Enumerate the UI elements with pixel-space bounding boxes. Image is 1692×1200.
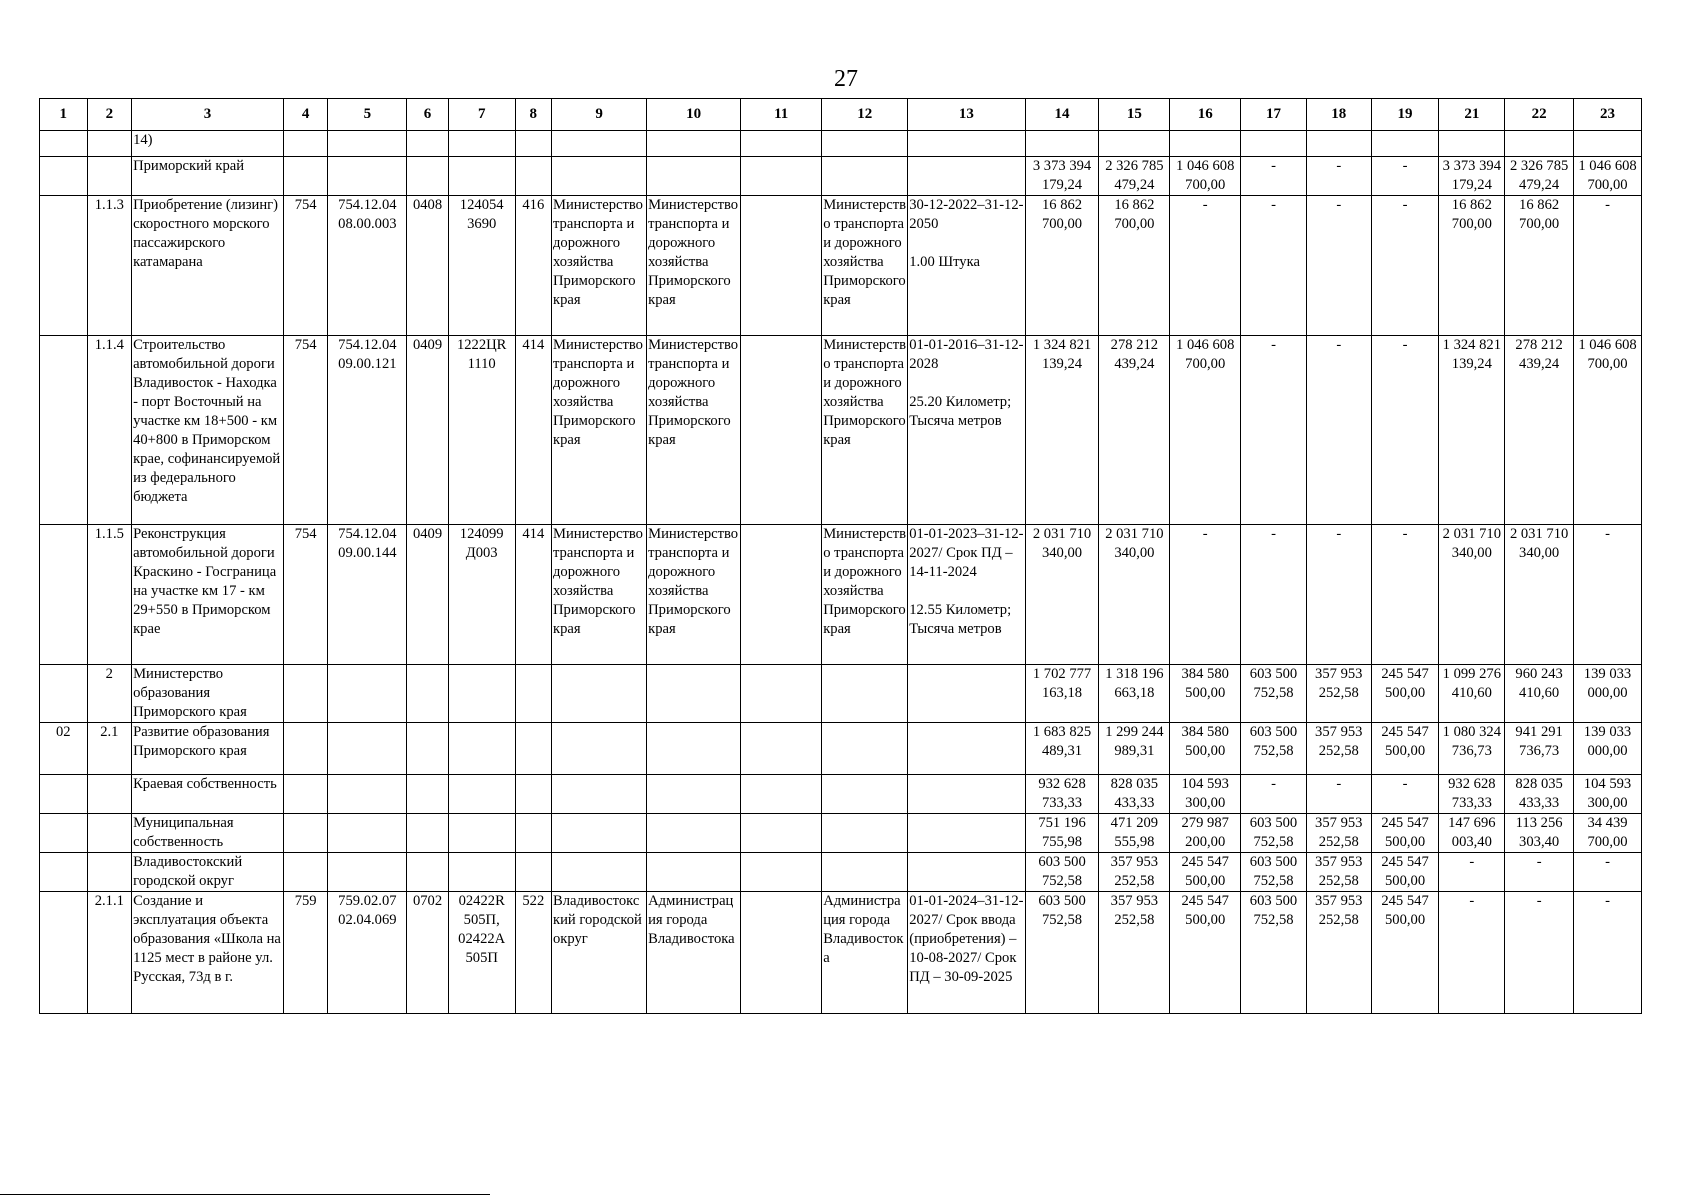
- table-cell: 1.1.3: [87, 196, 132, 336]
- table-cell: 751 196 755,98: [1025, 814, 1099, 853]
- table-cell: [40, 131, 88, 157]
- table-cell: -: [1574, 892, 1642, 1014]
- table-cell: [908, 853, 1025, 892]
- table-cell: [741, 196, 822, 336]
- table-cell: [328, 814, 407, 853]
- table-cell: [407, 665, 448, 723]
- table-cell: 245 547 500,00: [1371, 723, 1439, 775]
- table-cell: [822, 157, 908, 196]
- table-cell: [407, 131, 448, 157]
- row-2-1-1: [40, 892, 1642, 1014]
- table-cell: [822, 853, 908, 892]
- table-cell: 1 046 608 700,00: [1574, 336, 1642, 525]
- table-cell: Приморский край: [132, 157, 284, 196]
- table-cell: -: [1574, 853, 1642, 892]
- table-cell: 139 033 000,00: [1574, 723, 1642, 775]
- table-cell: -: [1505, 853, 1574, 892]
- table-cell: [407, 157, 448, 196]
- table-cell: -: [1574, 525, 1642, 665]
- table-cell: [647, 775, 741, 814]
- table-cell: 278 212 439,24: [1099, 336, 1170, 525]
- table-cell: [328, 775, 407, 814]
- table-cell: [87, 157, 132, 196]
- footer-rule: [0, 1194, 490, 1195]
- table-cell: 02422R 505П, 02422А 505П: [448, 892, 515, 1014]
- header-cell: 1: [40, 99, 88, 131]
- table-cell: -: [1241, 336, 1307, 525]
- header-row: [40, 99, 1642, 131]
- header-cell: 23: [1574, 99, 1642, 131]
- table-cell: 471 209 555,98: [1099, 814, 1170, 853]
- header-cell: 5: [328, 99, 407, 131]
- table-cell: 603 500 752,58: [1241, 853, 1307, 892]
- table-cell: [647, 131, 741, 157]
- table-cell: 603 500 752,58: [1241, 892, 1307, 1014]
- table-cell: 941 291 736,73: [1505, 723, 1574, 775]
- table-cell: [407, 853, 448, 892]
- table-cell: [1505, 131, 1574, 157]
- table-cell: 414: [515, 525, 551, 665]
- table-cell: 759.02.07 02.04.069: [328, 892, 407, 1014]
- header-cell: 3: [132, 99, 284, 131]
- header-cell: 18: [1306, 99, 1371, 131]
- table-cell: Создание и эксплуатация объекта образования «Школа на 1125 мест в районе ул. Русская, 73д в г.: [132, 892, 284, 1014]
- table-cell: [40, 892, 88, 1014]
- table-cell: 1 299 244 989,31: [1099, 723, 1170, 775]
- table-cell: 01-01-2024–31-12-2027/ Срок ввода (приобретения) – 10-08-2027/ Срок ПД – 30-09-2025: [908, 892, 1025, 1014]
- table-cell: 245 547 500,00: [1170, 853, 1241, 892]
- table-cell: [407, 723, 448, 775]
- table-cell: [908, 723, 1025, 775]
- table-cell: [328, 723, 407, 775]
- header-cell: 13: [908, 99, 1025, 131]
- table-cell: [515, 157, 551, 196]
- table-cell: -: [1371, 157, 1439, 196]
- table-cell: [552, 131, 647, 157]
- table-cell: [908, 131, 1025, 157]
- table-cell: -: [1371, 525, 1439, 665]
- table-cell: [1241, 131, 1307, 157]
- header-cell: 21: [1439, 99, 1505, 131]
- table-cell: 414: [515, 336, 551, 525]
- table-cell: 384 580 500,00: [1170, 723, 1241, 775]
- table-cell: 147 696 003,40: [1439, 814, 1505, 853]
- table-cell: -: [1439, 853, 1505, 892]
- table-cell: 754.12.04 09.00.121: [328, 336, 407, 525]
- table-cell: -: [1241, 196, 1307, 336]
- table-cell: [1371, 131, 1439, 157]
- table-cell: -: [1306, 157, 1371, 196]
- row-1-1-5: [40, 525, 1642, 665]
- table-cell: 828 035 433,33: [1505, 775, 1574, 814]
- header-cell: 15: [1099, 99, 1170, 131]
- table-cell: Развитие образования Приморского края: [132, 723, 284, 775]
- table-cell: [40, 196, 88, 336]
- table-cell: [40, 525, 88, 665]
- table-cell: 2 031 710 340,00: [1099, 525, 1170, 665]
- table-cell: [87, 814, 132, 853]
- table-cell: 245 547 500,00: [1371, 892, 1439, 1014]
- table-cell: 14): [132, 131, 284, 157]
- row-vladivostok: [40, 853, 1642, 892]
- table-cell: 113 256 303,40: [1505, 814, 1574, 853]
- page-number: 27: [834, 66, 858, 92]
- table-cell: Министерство транспорта и дорожного хозяйства Приморского края: [822, 196, 908, 336]
- table-cell: [515, 814, 551, 853]
- table-cell: 245 547 500,00: [1170, 892, 1241, 1014]
- table-cell: [1170, 131, 1241, 157]
- header-cell: 4: [283, 99, 328, 131]
- table-cell: [448, 775, 515, 814]
- table-cell: 357 953 252,58: [1306, 853, 1371, 892]
- table-cell: [822, 723, 908, 775]
- table-cell: Владивостокский городской округ: [132, 853, 284, 892]
- table-cell: [741, 775, 822, 814]
- header-cell: 10: [647, 99, 741, 131]
- table-cell: [647, 665, 741, 723]
- table-cell: -: [1241, 775, 1307, 814]
- table-cell: -: [1371, 196, 1439, 336]
- table-cell: [552, 814, 647, 853]
- table-cell: [822, 775, 908, 814]
- table-cell: [741, 525, 822, 665]
- table-cell: 960 243 410,60: [1505, 665, 1574, 723]
- table-cell: 01-01-2023–31-12-2027/ Срок ПД – 14-11-2024 12.55 Километр; Тысяча метров: [908, 525, 1025, 665]
- table-cell: Министерство транспорта и дорожного хозяйства Приморского края: [552, 336, 647, 525]
- table-cell: -: [1371, 336, 1439, 525]
- table-cell: [741, 723, 822, 775]
- table-cell: [552, 775, 647, 814]
- table-cell: [515, 775, 551, 814]
- table-cell: 1 683 825 489,31: [1025, 723, 1099, 775]
- table-cell: -: [1306, 336, 1371, 525]
- table-cell: [552, 665, 647, 723]
- table-cell: 0702: [407, 892, 448, 1014]
- table-cell: [908, 775, 1025, 814]
- table-cell: 603 500 752,58: [1241, 665, 1307, 723]
- table-cell: 3 373 394 179,24: [1025, 157, 1099, 196]
- table-cell: [448, 665, 515, 723]
- table-cell: -: [1306, 196, 1371, 336]
- table-cell: [283, 775, 328, 814]
- header-cell: 2: [87, 99, 132, 131]
- table-cell: [448, 131, 515, 157]
- table-cell: Приобретение (лизинг) скоростного морского пассажирского катамарана: [132, 196, 284, 336]
- table-cell: 30-12-2022–31-12-2050 1.00 Штука: [908, 196, 1025, 336]
- table-cell: 357 953 252,58: [1306, 892, 1371, 1014]
- table-cell: [407, 775, 448, 814]
- table-cell: 2.1: [87, 723, 132, 775]
- row-2-1: [40, 723, 1642, 775]
- table-cell: 104 593 300,00: [1170, 775, 1241, 814]
- table-cell: [1025, 131, 1099, 157]
- table-cell: [328, 853, 407, 892]
- table-cell: -: [1306, 775, 1371, 814]
- table-cell: [407, 814, 448, 853]
- table-cell: 16 862 700,00: [1099, 196, 1170, 336]
- table-cell: 2 031 710 340,00: [1439, 525, 1505, 665]
- table-cell: 245 547 500,00: [1371, 665, 1439, 723]
- table-cell: [908, 814, 1025, 853]
- table-cell: -: [1170, 525, 1241, 665]
- table-cell: Министерство транспорта и дорожного хозяйства Приморского края: [822, 336, 908, 525]
- table-cell: Муниципальная собственность: [132, 814, 284, 853]
- table-cell: [552, 853, 647, 892]
- table-cell: Краевая собственность: [132, 775, 284, 814]
- table-cell: 34 439 700,00: [1574, 814, 1642, 853]
- table-cell: 16 862 700,00: [1439, 196, 1505, 336]
- table-cell: [741, 131, 822, 157]
- table-cell: [552, 157, 647, 196]
- table-cell: [741, 892, 822, 1014]
- table-cell: 2 031 710 340,00: [1505, 525, 1574, 665]
- table-cell: 1.1.4: [87, 336, 132, 525]
- row-1-1-4: [40, 336, 1642, 525]
- table-cell: Реконструкция автомобильной дороги Краскино - Госграница на участке км 17 - км 29+550 в Приморском крае: [132, 525, 284, 665]
- table-cell: [647, 853, 741, 892]
- table-cell: 522: [515, 892, 551, 1014]
- header-cell: 17: [1241, 99, 1307, 131]
- row-regional: [40, 775, 1642, 814]
- table-cell: [741, 665, 822, 723]
- table-cell: [448, 157, 515, 196]
- table-cell: [741, 814, 822, 853]
- header-cell: 16: [1170, 99, 1241, 131]
- header-cell: 9: [552, 99, 647, 131]
- row-primorsky: [40, 157, 1642, 196]
- row-municipal: [40, 814, 1642, 853]
- table-cell: 0408: [407, 196, 448, 336]
- table-cell: 245 547 500,00: [1371, 814, 1439, 853]
- table-cell: [283, 131, 328, 157]
- table-cell: [647, 157, 741, 196]
- table-cell: 1.1.5: [87, 525, 132, 665]
- table-cell: 245 547 500,00: [1371, 853, 1439, 892]
- table-cell: -: [1371, 775, 1439, 814]
- table-cell: 16 862 700,00: [1025, 196, 1099, 336]
- table-cell: Строительство автомобильной дороги Владивосток - Находка - порт Восточный на участке км 18+500 - км 40+800 в Приморском крае, софинансируемой из федерального бюджета: [132, 336, 284, 525]
- table-cell: 2 326 785 479,24: [1505, 157, 1574, 196]
- table-cell: [741, 157, 822, 196]
- table-cell: -: [1439, 892, 1505, 1014]
- table-cell: 416: [515, 196, 551, 336]
- table-cell: -: [1170, 196, 1241, 336]
- table-cell: 02: [40, 723, 88, 775]
- table-cell: 1222ЦR 1110: [448, 336, 515, 525]
- table-cell: [283, 814, 328, 853]
- table-cell: [328, 131, 407, 157]
- table-cell: 139 033 000,00: [1574, 665, 1642, 723]
- table-cell: [283, 853, 328, 892]
- table-cell: [822, 814, 908, 853]
- header-cell: 12: [822, 99, 908, 131]
- table-cell: Администрация города Владивостока: [647, 892, 741, 1014]
- table-cell: [1099, 131, 1170, 157]
- table-cell: -: [1574, 196, 1642, 336]
- table-cell: 603 500 752,58: [1241, 814, 1307, 853]
- table-cell: 357 953 252,58: [1099, 853, 1170, 892]
- table-cell: Министерство транспорта и дорожного хозяйства Приморского края: [647, 525, 741, 665]
- header-cell: 8: [515, 99, 551, 131]
- table-cell: [515, 665, 551, 723]
- header-cell: 6: [407, 99, 448, 131]
- table-cell: [1574, 131, 1642, 157]
- table-cell: 1 080 324 736,73: [1439, 723, 1505, 775]
- table-cell: [908, 157, 1025, 196]
- table-cell: [87, 853, 132, 892]
- table-cell: 0409: [407, 525, 448, 665]
- table-cell: [515, 723, 551, 775]
- table-cell: 759: [283, 892, 328, 1014]
- row-2: [40, 665, 1642, 723]
- table-cell: 357 953 252,58: [1099, 892, 1170, 1014]
- table-cell: 104 593 300,00: [1574, 775, 1642, 814]
- table-cell: 01-01-2016–31-12-2028 25.20 Километр; Тысяча метров: [908, 336, 1025, 525]
- header-cell: 22: [1505, 99, 1574, 131]
- table-cell: -: [1241, 157, 1307, 196]
- table-cell: [448, 723, 515, 775]
- table-cell: [40, 853, 88, 892]
- table-cell: Министерство транспорта и дорожного хозяйства Приморского края: [822, 525, 908, 665]
- table-cell: [87, 131, 132, 157]
- table-cell: 0409: [407, 336, 448, 525]
- table-cell: [448, 814, 515, 853]
- table-cell: 1 046 608 700,00: [1574, 157, 1642, 196]
- table-cell: 603 500 752,58: [1241, 723, 1307, 775]
- table-cell: 278 212 439,24: [1505, 336, 1574, 525]
- table-cell: [40, 775, 88, 814]
- header-cell: 11: [741, 99, 822, 131]
- table-cell: [647, 723, 741, 775]
- budget-table: [39, 98, 1642, 1014]
- table-cell: [741, 336, 822, 525]
- table-cell: 603 500 752,58: [1025, 853, 1099, 892]
- table-cell: 754: [283, 336, 328, 525]
- table-cell: [1306, 131, 1371, 157]
- table-cell: [515, 853, 551, 892]
- table-cell: 16 862 700,00: [1505, 196, 1574, 336]
- table-cell: [515, 131, 551, 157]
- table-cell: [908, 665, 1025, 723]
- table-cell: [822, 131, 908, 157]
- table-cell: Министерство транспорта и дорожного хозяйства Приморского края: [552, 525, 647, 665]
- table-cell: 1 702 777 163,18: [1025, 665, 1099, 723]
- table-cell: 754.12.04 08.00.003: [328, 196, 407, 336]
- table-cell: [283, 157, 328, 196]
- table-cell: [40, 336, 88, 525]
- table-cell: [448, 853, 515, 892]
- table-cell: 754: [283, 196, 328, 336]
- table-cell: 1 046 608 700,00: [1170, 157, 1241, 196]
- table-cell: 2.1.1: [87, 892, 132, 1014]
- table-cell: 932 628 733,33: [1025, 775, 1099, 814]
- table-cell: Администрация города Владивостока: [822, 892, 908, 1014]
- table-cell: 2 326 785 479,24: [1099, 157, 1170, 196]
- table-cell: [283, 665, 328, 723]
- table-cell: Министерство образования Приморского края: [132, 665, 284, 723]
- table-cell: 932 628 733,33: [1439, 775, 1505, 814]
- table-cell: 357 953 252,58: [1306, 723, 1371, 775]
- table-cell: Владивостокский городской округ: [552, 892, 647, 1014]
- table-cell: 357 953 252,58: [1306, 665, 1371, 723]
- table-cell: Министерство транспорта и дорожного хозяйства Приморского края: [647, 196, 741, 336]
- table-cell: 828 035 433,33: [1099, 775, 1170, 814]
- table-cell: 2: [87, 665, 132, 723]
- table-cell: 2 031 710 340,00: [1025, 525, 1099, 665]
- table-cell: [741, 853, 822, 892]
- table-cell: [40, 665, 88, 723]
- table-cell: [1439, 131, 1505, 157]
- table-cell: 1 099 276 410,60: [1439, 665, 1505, 723]
- header-cell: 19: [1371, 99, 1439, 131]
- table-cell: 124099 Д003: [448, 525, 515, 665]
- table-cell: [552, 723, 647, 775]
- table-cell: [328, 665, 407, 723]
- table-cell: [822, 665, 908, 723]
- table-cell: 357 953 252,58: [1306, 814, 1371, 853]
- row-cont: [40, 131, 1642, 157]
- table-cell: 3 373 394 179,24: [1439, 157, 1505, 196]
- header-cell: 14: [1025, 99, 1099, 131]
- table-cell: 1 324 821 139,24: [1025, 336, 1099, 525]
- table-cell: 124054 3690: [448, 196, 515, 336]
- table-cell: 1 324 821 139,24: [1439, 336, 1505, 525]
- table-cell: 754.12.04 09.00.144: [328, 525, 407, 665]
- header-cell: 7: [448, 99, 515, 131]
- table-cell: [328, 157, 407, 196]
- table-cell: Министерство транспорта и дорожного хозяйства Приморского края: [647, 336, 741, 525]
- table-cell: -: [1505, 892, 1574, 1014]
- row-1-1-3: [40, 196, 1642, 336]
- table-cell: -: [1241, 525, 1307, 665]
- table-cell: 1 046 608 700,00: [1170, 336, 1241, 525]
- table-cell: 603 500 752,58: [1025, 892, 1099, 1014]
- table-cell: [40, 814, 88, 853]
- table-cell: 754: [283, 525, 328, 665]
- table-cell: [40, 157, 88, 196]
- table-cell: 279 987 200,00: [1170, 814, 1241, 853]
- table-cell: [87, 775, 132, 814]
- table-cell: [283, 723, 328, 775]
- table-cell: Министерство транспорта и дорожного хозяйства Приморского края: [552, 196, 647, 336]
- table-cell: 1 318 196 663,18: [1099, 665, 1170, 723]
- table-cell: 384 580 500,00: [1170, 665, 1241, 723]
- table-cell: [647, 814, 741, 853]
- table-cell: -: [1306, 525, 1371, 665]
